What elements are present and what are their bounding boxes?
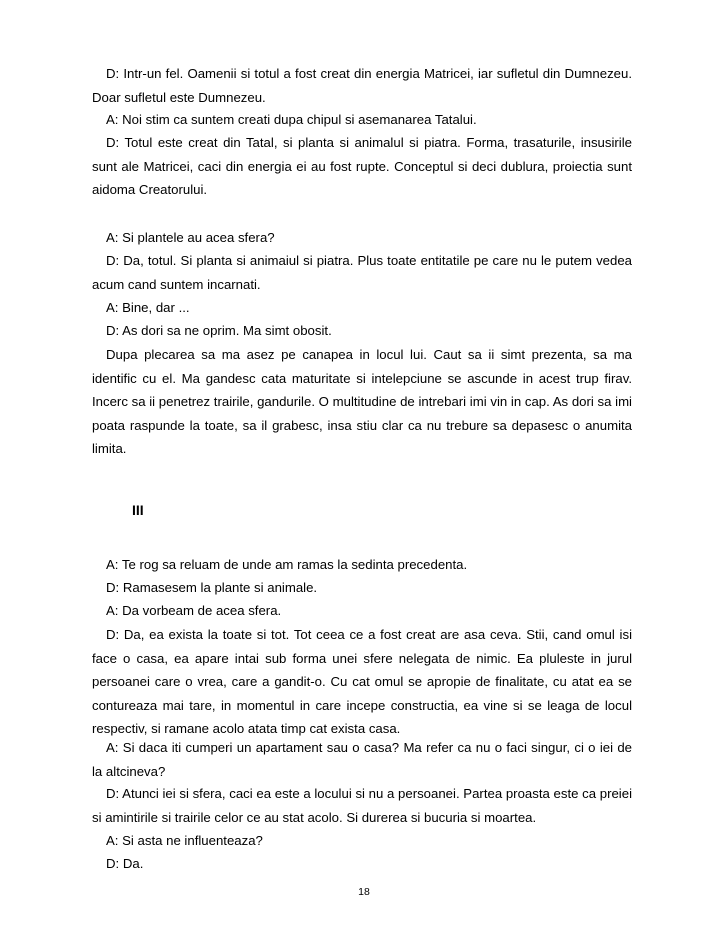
paragraph-dialogue: D: Totul este creat din Tatal, si planta si animalul si piatra. Forma, trasaturile, insusirile sunt ale Matricei, caci din energia ei au fost rupte. Conceptul si deci dublura, proiectia sunt aidoma Creatorului. xyxy=(92,135,632,198)
paragraph-dialogue: A: Noi stim ca suntem creati dupa chipul si asemanarea Tatalui. xyxy=(106,112,477,127)
paragraph-dialogue: A: Te rog sa reluam de unde am ramas la sedinta precedenta. xyxy=(106,557,468,572)
paragraph-dialogue: D: Da. xyxy=(106,856,144,871)
page-number: 18 xyxy=(358,886,370,898)
paragraph-dialogue: D: Intr-un fel. Oamenii si totul a fost creat din energia Matricei, iar sufletul din Dumnezeu. Doar sufletul este Dumnezeu. xyxy=(92,66,632,105)
paragraph-narration: Dupa plecarea sa ma asez pe canapea in locul lui. Caut sa ii simt prezenta, sa ma identific cu el. Ma gandesc cata maturitate si intelepciune se ascunde in acest trup firav. Incerc sa ii penetrez trairile, gandurile. O multitudine de intrebari imi vin in cap. As dori sa imi poata raspunde la toate, sa il grabesc, insa stiu clar ca nu trebure sa depasesc o anumita limita. xyxy=(92,347,632,457)
paragraph-dialogue: D: Da, ea exista la toate si tot. Tot ceea ce a fost creat are asa ceva. Stii, cand omul isi face o casa, ea apare intai sub forma unei sfere nelegata de nimic. Ea pluleste in jurul persoanei care o vrea, care a gandit-o. Cu cat omul se apropie de finalitate, cu atat ea se contureaza mai tare, in momentul in care incepe constructia, ea vine si se leaga de locul respectiv, si ramane acolo atata timp cat exista casa. xyxy=(92,627,632,737)
paragraph-dialogue: A: Da vorbeam de acea sfera. xyxy=(106,603,282,618)
paragraph-dialogue: D: Atunci iei si sfera, caci ea este a locului si nu a persoanei. Partea proasta este ca preiei si amintirile si trairile celor ce au stat acolo. Si durerea si bucuria si moartea. xyxy=(92,786,632,825)
paragraph-dialogue: D: Ramasesem la plante si animale. xyxy=(106,580,318,595)
paragraph-dialogue: A: Si plantele au acea sfera? xyxy=(106,230,275,245)
section-heading: III xyxy=(132,502,144,518)
paragraph-dialogue: A: Bine, dar ... xyxy=(106,300,190,315)
paragraph-dialogue: D: As dori sa ne oprim. Ma simt obosit. xyxy=(106,323,332,338)
paragraph-dialogue: A: Si asta ne influenteaza? xyxy=(106,833,263,848)
paragraph-dialogue: A: Si daca iti cumperi un apartament sau o casa? Ma refer ca nu o faci singur, ci o iei de la altcineva? xyxy=(92,740,632,779)
paragraph-dialogue: D: Da, totul. Si planta si animaiul si piatra. Plus toate entitatile pe care nu le putem vedea acum cand suntem incarnati. xyxy=(92,253,632,292)
